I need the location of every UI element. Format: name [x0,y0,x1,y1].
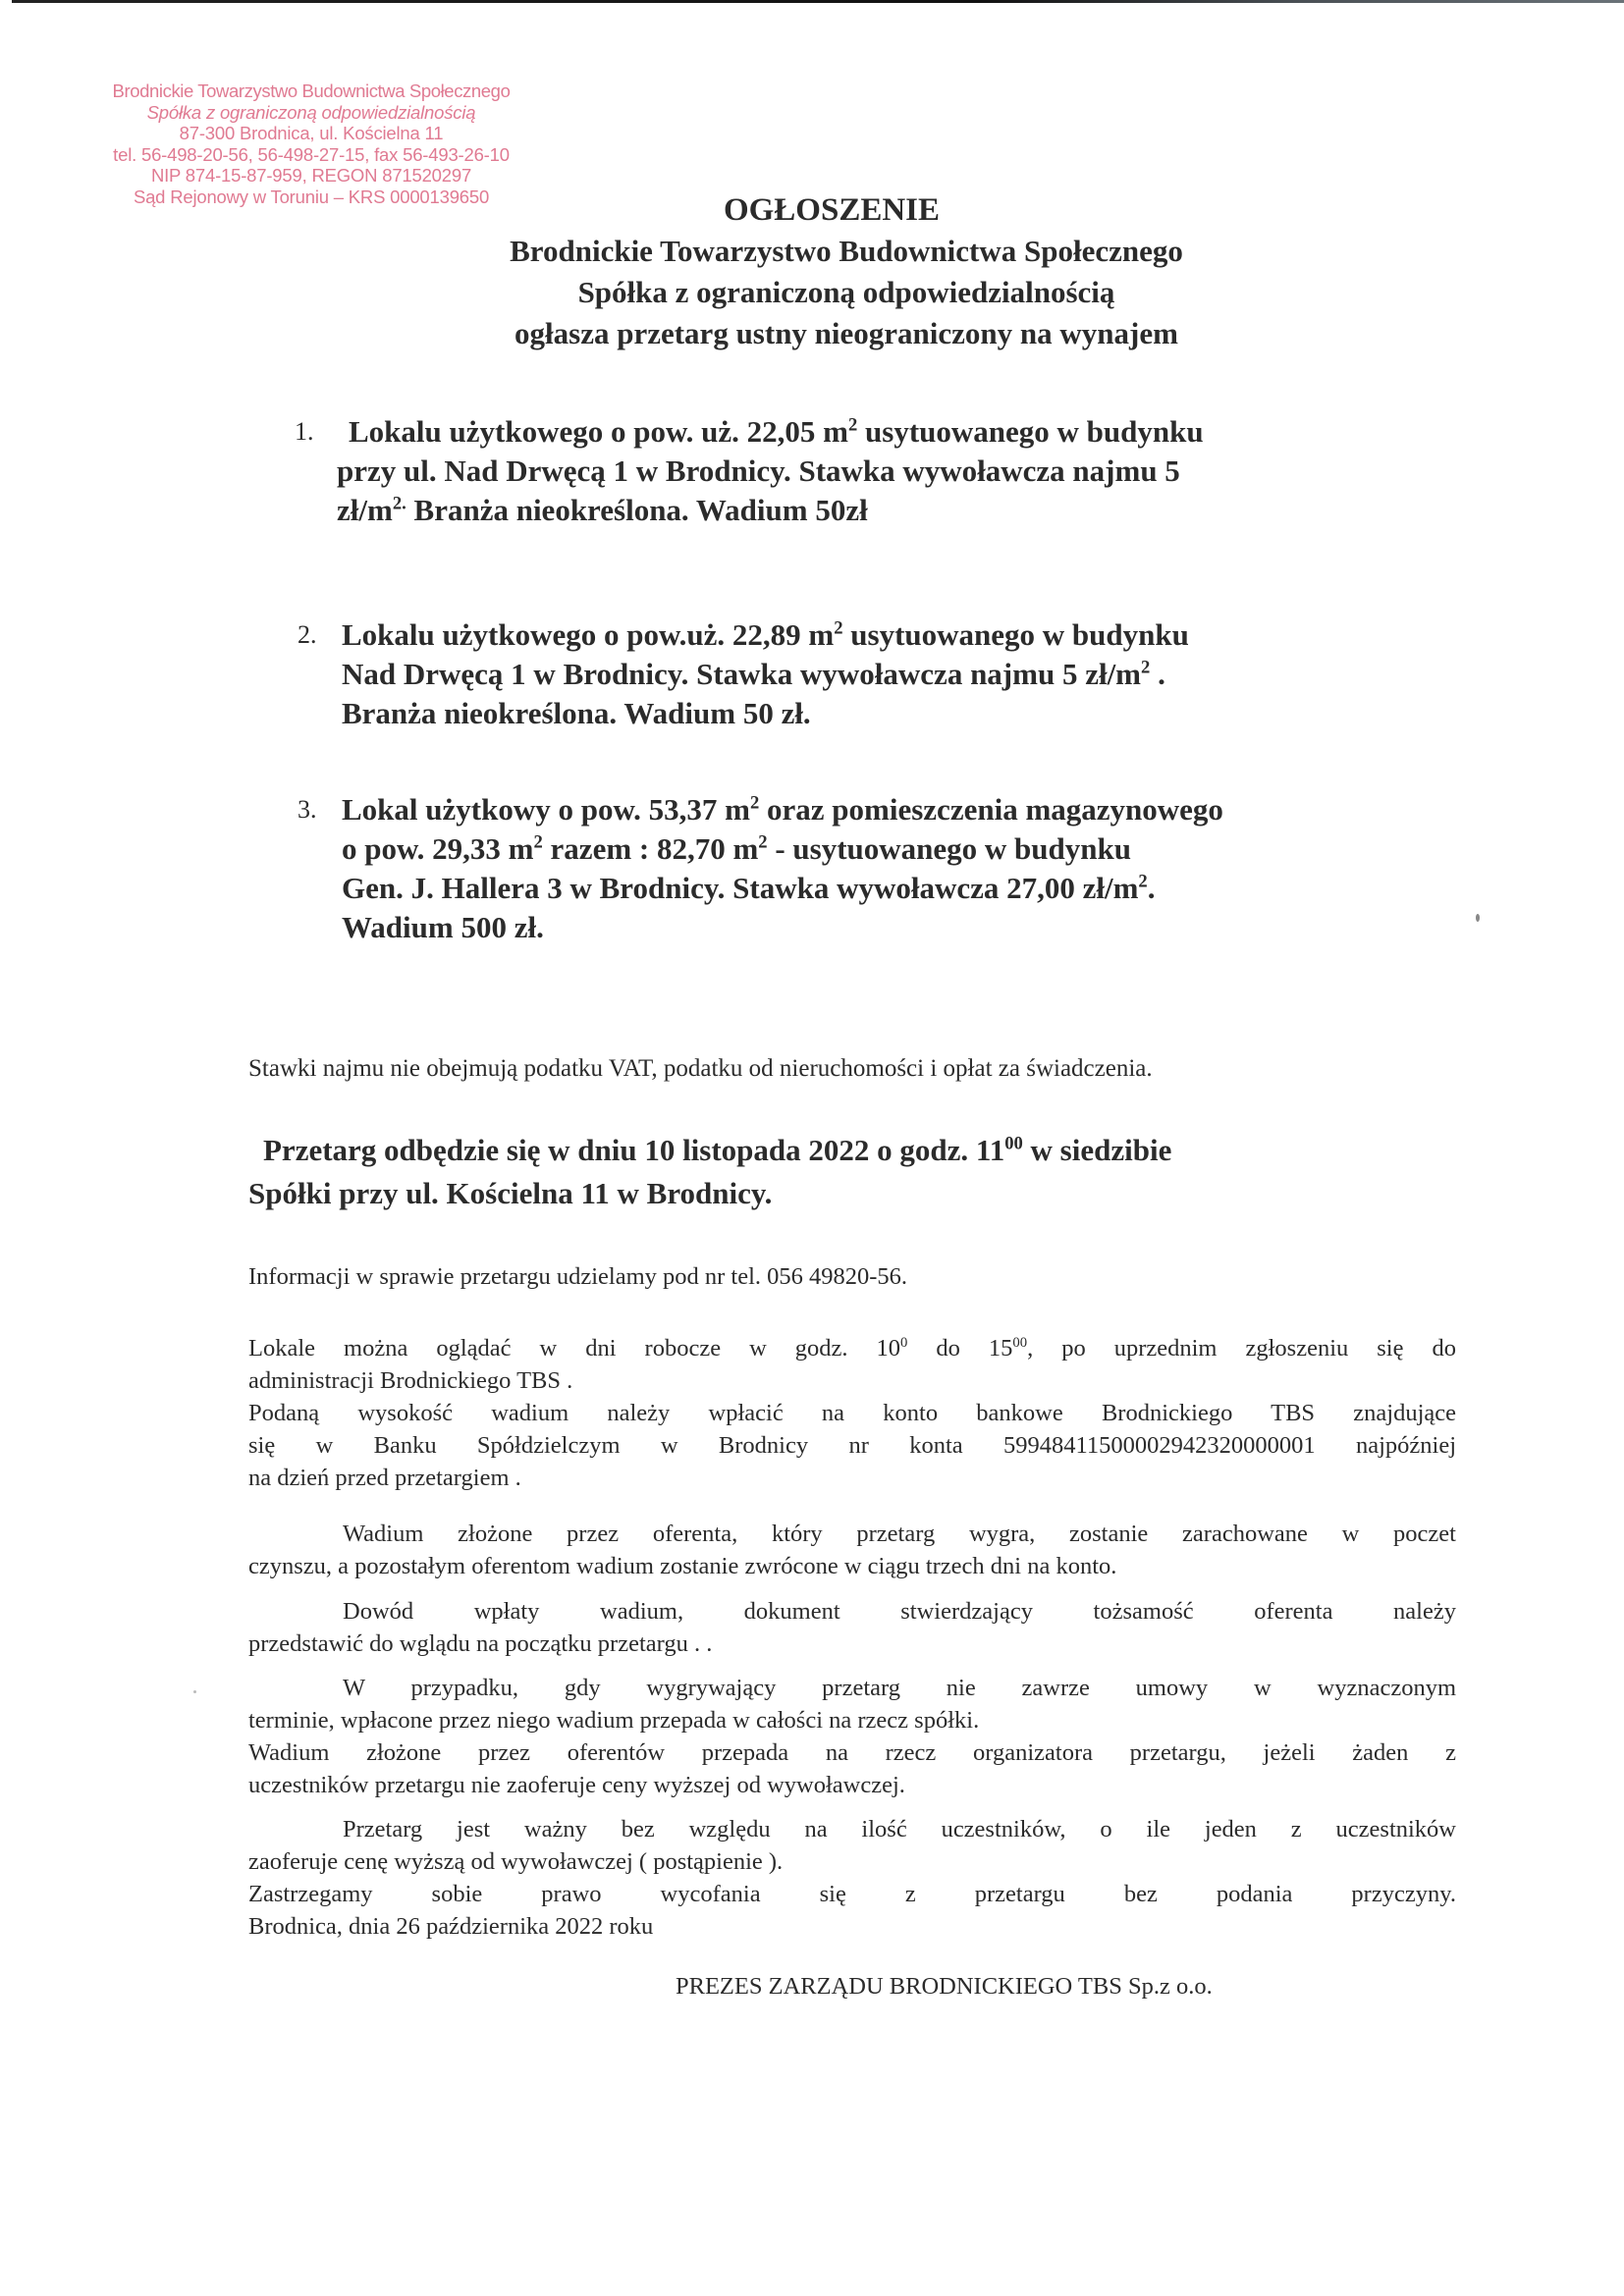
company-stamp [81,80,542,207]
nobid-line-2: uczestników przetargu nie zaoferuje ceny wyższej od wywoławczej. [248,1772,905,1798]
issue-date-line: Brodnica, dnia 26 października 2022 roku [248,1913,654,1940]
deposit-line-1: Podaną wysokość wadium należy wpłacić na konto bankowe Brodnickiego TBS znajdujące [248,1400,1456,1426]
nobid-line-1: Wadium złożone przez oferentów przepada na rzecz organizatora przetargu, jeżeli żaden z [248,1739,1456,1766]
item-line: $zł/m^{2.}$ Branża nieokreślona. Wadium 50zł [337,493,868,527]
auction-date-line: Przetarg odbędzie się w dniu 10 listopada 2022 o godz. $11^{00}$ w siedzibie [263,1133,1172,1167]
stamp-line-legal-form: Spółka z ograniczoną odpowiedzialnością [146,101,476,123]
stamp-line-nip-regon: NIP 874-15-87-959, REGON 871520297 [150,165,472,186]
viewing-hours-line: Lokale można oglądać w dni robocze w godz. $10^0$ do $15^{00}$, po uprzednim zgłoszeniu się do [248,1334,1456,1362]
vat-note: Stawki najmu nie obejmują podatku VAT, podatku od nieruchomości i opłat za świadczenia. [248,1055,1153,1082]
document-header [0,186,1624,354]
proof-line-1: Dowód wpłaty wadium, dokument stwierdzający tożsamość oferenta należy [343,1598,1456,1625]
item-line: Branża nieokreślona. Wadium 50 zł. [342,696,811,730]
stamp-line-name: Brodnickie Towarzystwo Budownictwa Społecznego [112,80,511,101]
winner-line-1: Wadium złożone przez oferenta, który przetarg wygra, zostanie zarachowane w poczet [343,1521,1456,1547]
document-title: OGŁOSZENIE [723,192,941,228]
item-line: Lokalu użytkowego o pow.uż. 22,89 $m^2$ usytuowanego w budynku [342,617,1189,652]
winner-line-2: czynszu, a pozostałym oferentom wadium zostanie zwrócone w ciągu trzech dni na konto. [248,1553,1117,1579]
validity-line-1: Przetarg jest ważny bez względu na ilość uczestników, o ile jeden z uczestników [343,1816,1456,1842]
deposit-account-line: się w Banku Spółdzielczym w Brodnicy nr konta 59948411500002942320000001 najpóźniej [248,1432,1456,1459]
item-line: Lokal użytkowy o pow. 53,37 $m^2$ oraz pomieszczenia magazynowego [342,792,1223,827]
item-line: Nad Drwęcą 1 w Brodnicy. Stawka wywoławcza najmu 5 $zł/m^2$ . [342,657,1165,691]
deposit-line-3: na dzień przed przetargiem . [248,1465,521,1491]
forfeit-line-2: terminie, wpłacone przez niego wadium przepada w całości na rzecz spółki. [248,1707,980,1734]
item-line: Gen. J. Hallera 3 w Brodnicy. Stawka wywoławcza 27,00 $zł/m^2$. [342,871,1156,905]
validity-line-2: zaoferuje cenę wyższą od wywoławczej ( postąpienie ). [248,1848,784,1875]
header-legal-form: Spółka z ograniczoną odpowiedzialnością [577,275,1115,309]
item-line: Lokalu użytkowego o pow. uż. 22,05 $m^2$ usytuowanego w budynku [349,414,1204,449]
stamp-line-address: 87-300 Brodnica, ul. Kościelna 11 [179,123,444,143]
proof-line-2: przedstawić do wglądu na początku przetargu . . [248,1630,713,1657]
item-number: 1. [295,417,314,446]
header-announcement: ogłasza przetarg ustny nieograniczony na wynajem [514,316,1178,350]
listing-item-3 [298,790,1223,947]
viewing-admin-line: administracji Brodnickiego TBS . [248,1367,573,1394]
scan-speck [193,1690,196,1693]
listing-item-2 [298,615,1189,733]
header-company-name: Brodnickie Towarzystwo Budownictwa Społecznego [510,234,1183,268]
signature-line: PREZES ZARZĄDU BRODNICKIEGO TBS Sp.z o.o. [676,1973,1213,2000]
item-number: 3. [298,795,317,824]
stamp-line-phone: tel. 56-498-20-56, 56-498-27-15, fax 56-493-26-10 [113,143,510,165]
forfeit-line-1: W przypadku, gdy wygrywający przetarg nie zawrze umowy w wyznaczonym [343,1675,1456,1701]
withdraw-line: Zastrzegamy sobie prawo wycofania się z przetargu bez podania przyczyny. [248,1881,1456,1907]
item-line: Wadium 500 zł. [342,910,544,944]
item-line: przy ul. Nad Drwęcą 1 w Brodnicy. Stawka wywoławcza najmu 5 [337,454,1180,488]
item-number: 2. [298,620,317,649]
scan-speck [1476,914,1480,922]
item-line: o pow. 29,33 $m^2$ razem : 82,70 $m^2$ - usytuowanego w budynku [342,831,1132,866]
auction-location-line: Spółki przy ul. Kościelna 11 w Brodnicy. [248,1176,773,1210]
listing-item-1 [295,412,1204,530]
scan-edge-line [12,0,1624,3]
stamp-line-krs: Sąd Rejonowy w Toruniu – KRS 0000139650 [133,186,490,207]
info-phone-line: Informacji w sprawie przetargu udzielamy pod nr tel. 056 49820-56. [248,1263,908,1290]
